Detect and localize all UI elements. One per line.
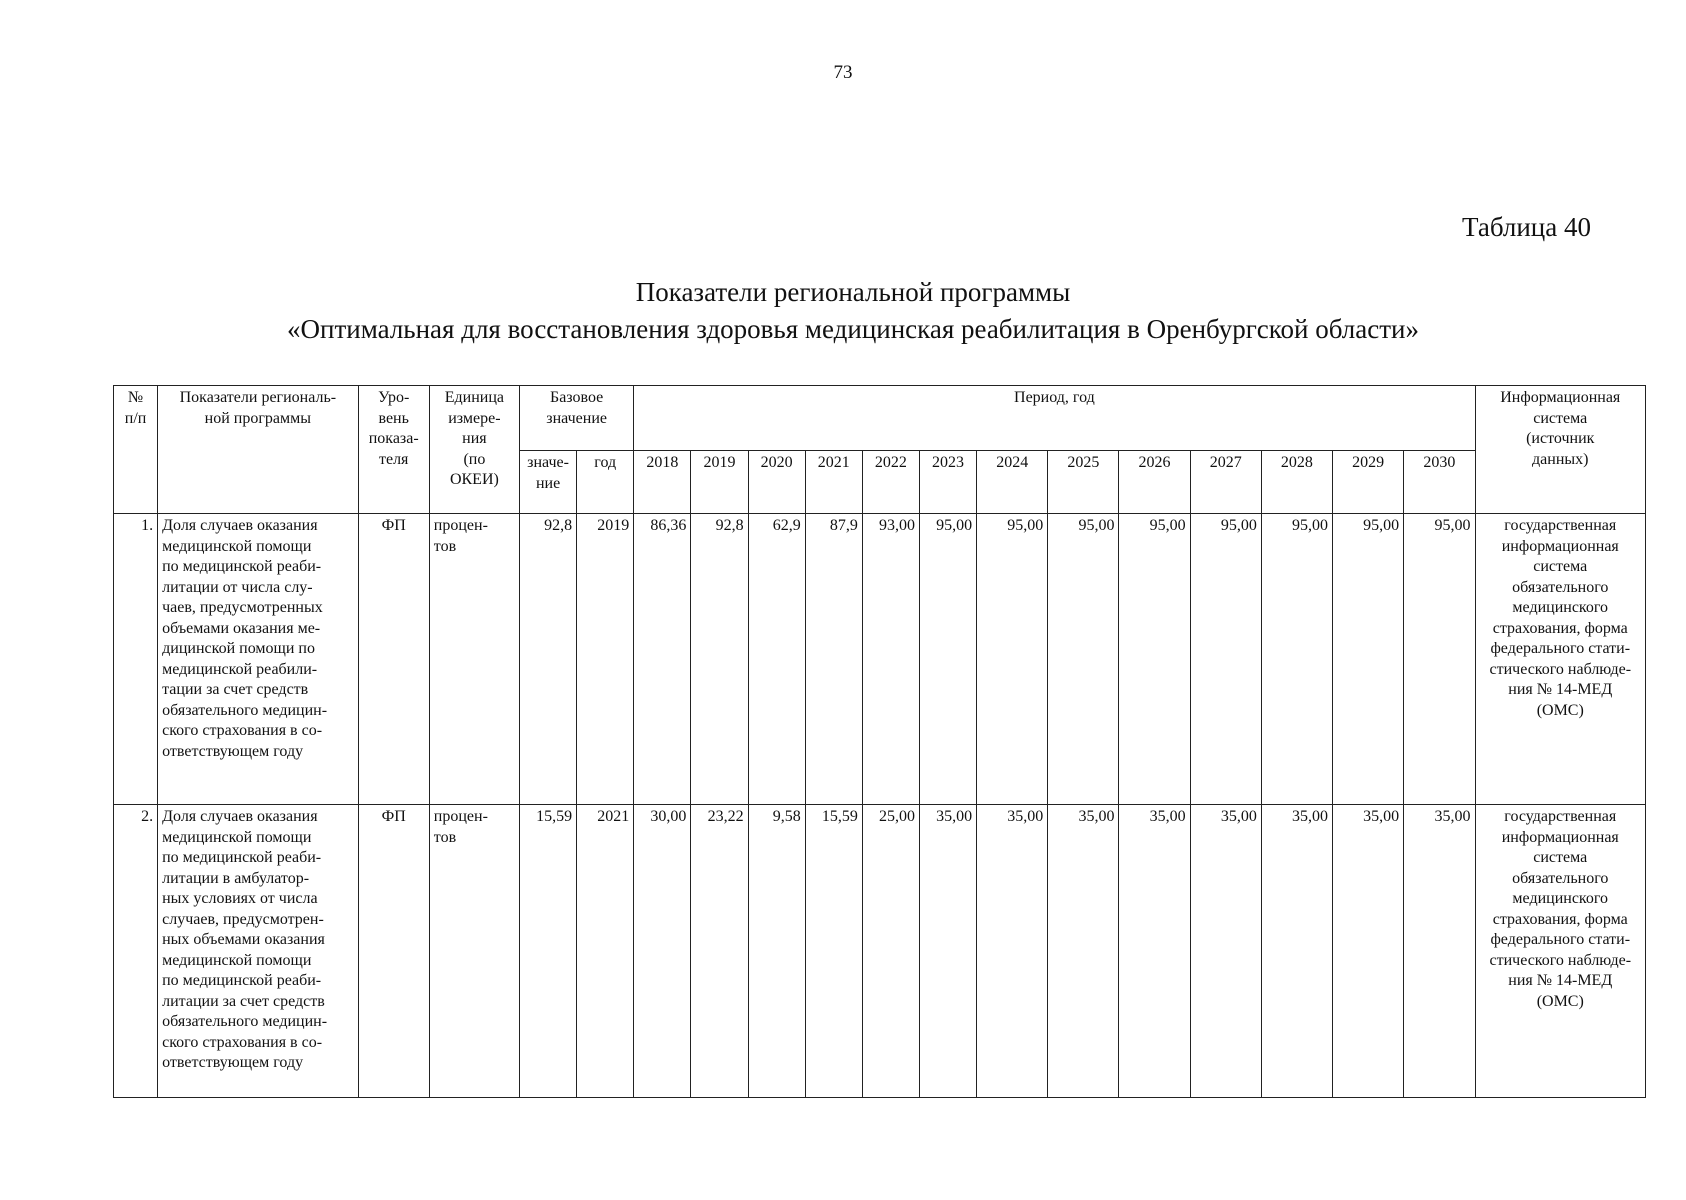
header-year: 2029 xyxy=(1332,451,1403,514)
year-value: 30,00 xyxy=(634,805,691,1098)
indicators-table xyxy=(113,385,1646,1098)
base-value: 15,59 xyxy=(520,805,577,1098)
year-value: 35,00 xyxy=(1048,805,1119,1098)
table-row xyxy=(114,805,1646,1098)
indicator-unit: процен- тов xyxy=(429,805,519,1098)
header-period: Период, год xyxy=(634,386,1475,451)
header-row-1 xyxy=(114,386,1646,451)
header-year: 2028 xyxy=(1261,451,1332,514)
header-level: Уро- вень показа- теля xyxy=(358,386,429,514)
header-unit: Единица измере- ния (по ОКЕИ) xyxy=(429,386,519,514)
year-value: 95,00 xyxy=(977,514,1048,805)
header-num: № п/п xyxy=(114,386,158,514)
year-value: 95,00 xyxy=(919,514,976,805)
base-value: 92,8 xyxy=(520,514,577,805)
header-year: 2026 xyxy=(1119,451,1190,514)
year-value: 95,00 xyxy=(1261,514,1332,805)
indicator-level: ФП xyxy=(358,805,429,1098)
document-title xyxy=(0,274,1686,348)
header-year: 2018 xyxy=(634,451,691,514)
data-source: государственная информационная система обязательного медицинского страхования, форма федерального стати- стического наблюде- ния № 14-МЕД (ОМС) xyxy=(1475,514,1646,805)
year-value: 93,00 xyxy=(862,514,919,805)
data-source: государственная информационная система обязательного медицинского страхования, форма федерального стати- стического наблюде- ния № 14-МЕД (ОМС) xyxy=(1475,805,1646,1098)
header-year: 2030 xyxy=(1404,451,1475,514)
header-year: 2027 xyxy=(1190,451,1261,514)
year-value: 92,8 xyxy=(691,514,748,805)
header-year: 2020 xyxy=(748,451,805,514)
year-value: 95,00 xyxy=(1332,514,1403,805)
year-value: 86,36 xyxy=(634,514,691,805)
year-value: 95,00 xyxy=(1404,514,1475,805)
header-source: Информационная система (источник данных) xyxy=(1475,386,1646,514)
year-value: 35,00 xyxy=(1119,805,1190,1098)
year-value: 35,00 xyxy=(977,805,1048,1098)
base-year: 2021 xyxy=(577,805,634,1098)
header-indicator: Показатели региональ- ной программы xyxy=(158,386,359,514)
year-value: 23,22 xyxy=(691,805,748,1098)
header-base-value: значе- ние xyxy=(520,451,577,514)
header-year: 2022 xyxy=(862,451,919,514)
year-value: 95,00 xyxy=(1048,514,1119,805)
base-year: 2019 xyxy=(577,514,634,805)
table-row xyxy=(114,514,1646,805)
table-label: Таблица 40 xyxy=(1462,212,1591,242)
header-base-year: год xyxy=(577,451,634,514)
header-year: 2023 xyxy=(919,451,976,514)
year-value: 35,00 xyxy=(1190,805,1261,1098)
header-year: 2019 xyxy=(691,451,748,514)
year-value: 95,00 xyxy=(1119,514,1190,805)
year-value: 87,9 xyxy=(805,514,862,805)
title-line-2: «Оптимальная для восстановления здоровья медицинская реабилитация в Оренбургской области» xyxy=(287,314,1419,344)
indicator-unit: процен- тов xyxy=(429,514,519,805)
year-value: 62,9 xyxy=(748,514,805,805)
indicator-name: Доля случаев оказания медицинской помощи по медицинской реаби- литации в амбулатор- ных условиях от числа случаев, предусмотрен- ных объемами оказания медицинской помощи по медицинской реаби- литации за счет средств обязательного медицин- ского страхования в со- ответствующем году xyxy=(158,805,359,1098)
year-value: 25,00 xyxy=(862,805,919,1098)
row-number: 1. xyxy=(114,514,158,805)
year-value: 95,00 xyxy=(1190,514,1261,805)
year-value: 15,59 xyxy=(805,805,862,1098)
year-value: 35,00 xyxy=(1332,805,1403,1098)
year-value: 35,00 xyxy=(919,805,976,1098)
indicator-level: ФП xyxy=(358,514,429,805)
year-value: 35,00 xyxy=(1404,805,1475,1098)
indicator-name: Доля случаев оказания медицинской помощи по медицинской реаби- литации от числа слу- чаев, предусмотренных объемами оказания ме- дицинской помощи по медицинской реабили- тации за счет средств обязательного медицин- ского страхования в со- ответствующем году xyxy=(158,514,359,805)
header-year: 2024 xyxy=(977,451,1048,514)
header-year: 2025 xyxy=(1048,451,1119,514)
title-line-1: Показатели региональной программы xyxy=(635,277,1071,307)
page-number: 73 xyxy=(833,62,853,83)
year-value: 35,00 xyxy=(1261,805,1332,1098)
year-value: 9,58 xyxy=(748,805,805,1098)
header-year: 2021 xyxy=(805,451,862,514)
row-number: 2. xyxy=(114,805,158,1098)
header-base: Базовое значение xyxy=(520,386,634,451)
